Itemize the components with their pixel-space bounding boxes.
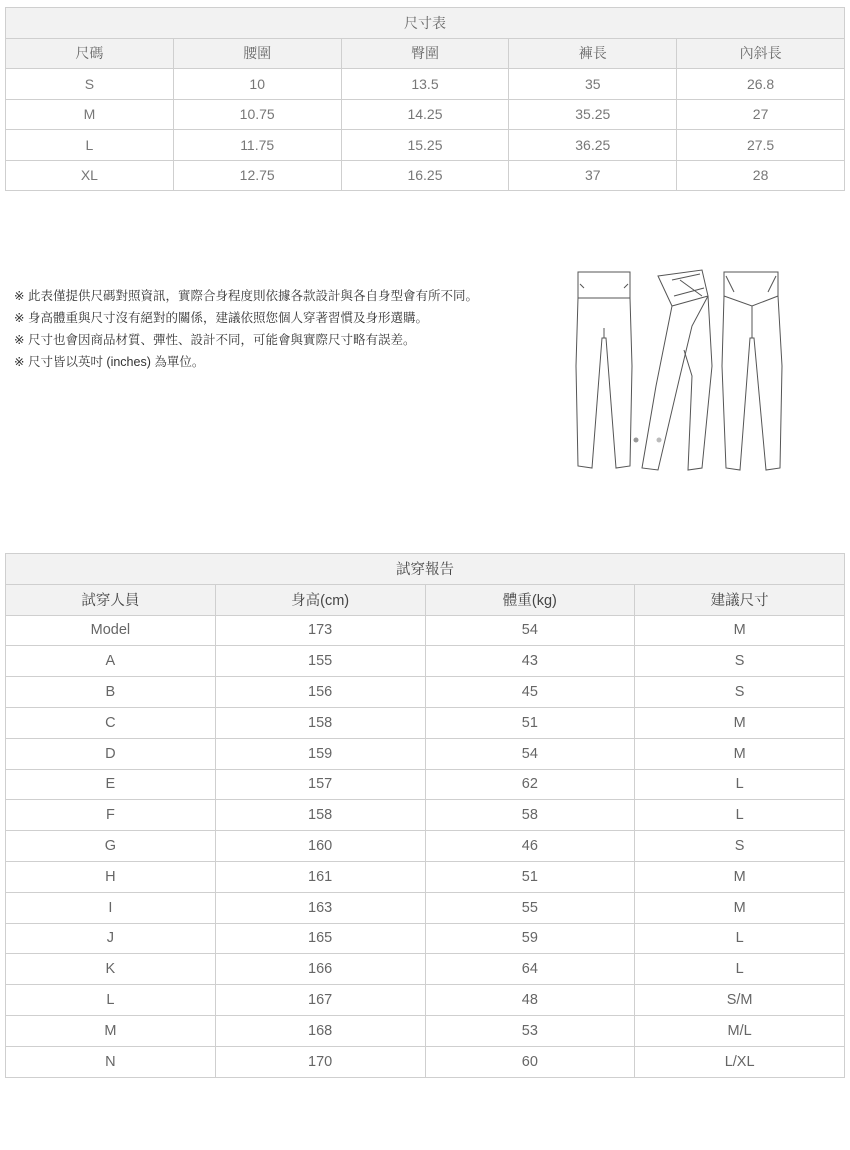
fit-row bbox=[6, 923, 845, 954]
recommended-size-cell: S bbox=[635, 677, 845, 708]
hip-cell: 16.25 bbox=[341, 160, 509, 191]
size-row bbox=[6, 69, 845, 100]
weight-cell: 64 bbox=[425, 954, 635, 985]
header-inseam: 內斜長 bbox=[677, 38, 845, 69]
tester-cell: D bbox=[6, 738, 216, 769]
tester-cell: B bbox=[6, 677, 216, 708]
height-cell: 161 bbox=[215, 861, 425, 892]
size-cell: S bbox=[6, 69, 174, 100]
header-tester: 試穿人員 bbox=[6, 584, 216, 615]
height-cell: 159 bbox=[215, 738, 425, 769]
note-line: ※ 此表僅提供尺碼對照資訊，實際合身程度則依據各款設計與各自身型會有所不同。 bbox=[14, 289, 478, 303]
height-cell: 163 bbox=[215, 892, 425, 923]
fit-row bbox=[6, 646, 845, 677]
tester-cell: H bbox=[6, 861, 216, 892]
size-notes bbox=[14, 287, 554, 375]
weight-cell: 54 bbox=[425, 738, 635, 769]
height-cell: 173 bbox=[215, 615, 425, 646]
weight-cell: 53 bbox=[425, 1015, 635, 1046]
weight-cell: 43 bbox=[425, 646, 635, 677]
recommended-size-cell: M bbox=[635, 892, 845, 923]
tester-cell: F bbox=[6, 800, 216, 831]
size-row bbox=[6, 160, 845, 191]
height-cell: 158 bbox=[215, 707, 425, 738]
inseam-cell: 27 bbox=[677, 99, 845, 130]
length-cell: 37 bbox=[509, 160, 677, 191]
recommended-size-cell: L bbox=[635, 800, 845, 831]
tester-cell: L bbox=[6, 985, 216, 1016]
waist-cell: 10.75 bbox=[173, 99, 341, 130]
size-row bbox=[6, 130, 845, 161]
height-cell: 167 bbox=[215, 985, 425, 1016]
height-cell: 160 bbox=[215, 831, 425, 862]
fit-row bbox=[6, 892, 845, 923]
inseam-cell: 28 bbox=[677, 160, 845, 191]
tester-cell: C bbox=[6, 707, 216, 738]
height-cell: 165 bbox=[215, 923, 425, 954]
fit-row bbox=[6, 985, 845, 1016]
recommended-size-cell: L bbox=[635, 769, 845, 800]
recommended-size-cell: S bbox=[635, 831, 845, 862]
recommended-size-cell: M/L bbox=[635, 1015, 845, 1046]
size-chart-header-row bbox=[6, 38, 845, 69]
recommended-size-cell: L bbox=[635, 923, 845, 954]
fit-row bbox=[6, 861, 845, 892]
height-cell: 156 bbox=[215, 677, 425, 708]
hip-cell: 15.25 bbox=[341, 130, 509, 161]
hip-cell: 13.5 bbox=[341, 69, 509, 100]
tester-cell: E bbox=[6, 769, 216, 800]
leggings-illustration bbox=[572, 266, 790, 474]
size-row bbox=[6, 99, 845, 130]
tester-cell: M bbox=[6, 1015, 216, 1046]
leggings-icon bbox=[572, 266, 790, 474]
size-cell: XL bbox=[6, 160, 174, 191]
length-cell: 36.25 bbox=[509, 130, 677, 161]
tester-cell: Model bbox=[6, 615, 216, 646]
hip-cell: 14.25 bbox=[341, 99, 509, 130]
tester-cell: N bbox=[6, 1046, 216, 1077]
recommended-size-cell: M bbox=[635, 707, 845, 738]
tester-cell: I bbox=[6, 892, 216, 923]
recommended-size-cell: S/M bbox=[635, 985, 845, 1016]
header-length: 褲長 bbox=[509, 38, 677, 69]
height-cell: 170 bbox=[215, 1046, 425, 1077]
note-line: ※ 尺寸也會因商品材質、彈性、設計不同，可能會與實際尺寸略有誤差。 bbox=[14, 333, 416, 347]
tester-cell: A bbox=[6, 646, 216, 677]
fit-row bbox=[6, 1015, 845, 1046]
note-line: ※ 尺寸皆以英吋 (inches) 為單位。 bbox=[14, 355, 205, 369]
fit-report-title: 試穿報告 bbox=[6, 554, 845, 585]
recommended-size-cell: L/XL bbox=[635, 1046, 845, 1077]
inseam-cell: 27.5 bbox=[677, 130, 845, 161]
weight-cell: 51 bbox=[425, 707, 635, 738]
weight-cell: 59 bbox=[425, 923, 635, 954]
tester-cell: K bbox=[6, 954, 216, 985]
fit-row bbox=[6, 1046, 845, 1077]
fit-row bbox=[6, 769, 845, 800]
fit-report-header-row bbox=[6, 584, 845, 615]
fit-row bbox=[6, 831, 845, 862]
header-hip: 臀圍 bbox=[341, 38, 509, 69]
waist-cell: 11.75 bbox=[173, 130, 341, 161]
recommended-size-cell: M bbox=[635, 615, 845, 646]
carousel-dot bbox=[634, 438, 639, 443]
tester-cell: J bbox=[6, 923, 216, 954]
waist-cell: 12.75 bbox=[173, 160, 341, 191]
weight-cell: 58 bbox=[425, 800, 635, 831]
weight-cell: 48 bbox=[425, 985, 635, 1016]
height-cell: 166 bbox=[215, 954, 425, 985]
fit-row bbox=[6, 954, 845, 985]
size-cell: M bbox=[6, 99, 174, 130]
fit-row bbox=[6, 738, 845, 769]
recommended-size-cell: M bbox=[635, 861, 845, 892]
carousel-dot bbox=[657, 438, 662, 443]
note-line: ※ 身高體重與尺寸沒有絕對的關係，建議依照您個人穿著習慣及身形選購。 bbox=[14, 311, 428, 325]
header-size: 尺碼 bbox=[6, 38, 174, 69]
header-recommended-size: 建議尺寸 bbox=[635, 584, 845, 615]
height-cell: 158 bbox=[215, 800, 425, 831]
header-waist: 腰圍 bbox=[173, 38, 341, 69]
fit-row bbox=[6, 677, 845, 708]
weight-cell: 55 bbox=[425, 892, 635, 923]
weight-cell: 62 bbox=[425, 769, 635, 800]
fit-report-table bbox=[5, 553, 845, 1078]
height-cell: 168 bbox=[215, 1015, 425, 1046]
fit-row bbox=[6, 707, 845, 738]
recommended-size-cell: L bbox=[635, 954, 845, 985]
waist-cell: 10 bbox=[173, 69, 341, 100]
size-cell: L bbox=[6, 130, 174, 161]
weight-cell: 54 bbox=[425, 615, 635, 646]
length-cell: 35.25 bbox=[509, 99, 677, 130]
header-height: 身高(cm) bbox=[215, 584, 425, 615]
tester-cell: G bbox=[6, 831, 216, 862]
weight-cell: 46 bbox=[425, 831, 635, 862]
height-cell: 155 bbox=[215, 646, 425, 677]
size-chart-table bbox=[5, 7, 845, 191]
fit-row bbox=[6, 800, 845, 831]
height-cell: 157 bbox=[215, 769, 425, 800]
inseam-cell: 26.8 bbox=[677, 69, 845, 100]
weight-cell: 60 bbox=[425, 1046, 635, 1077]
size-chart-title: 尺寸表 bbox=[6, 8, 845, 39]
length-cell: 35 bbox=[509, 69, 677, 100]
header-weight: 體重(kg) bbox=[425, 584, 635, 615]
weight-cell: 51 bbox=[425, 861, 635, 892]
weight-cell: 45 bbox=[425, 677, 635, 708]
recommended-size-cell: S bbox=[635, 646, 845, 677]
recommended-size-cell: M bbox=[635, 738, 845, 769]
fit-row bbox=[6, 615, 845, 646]
